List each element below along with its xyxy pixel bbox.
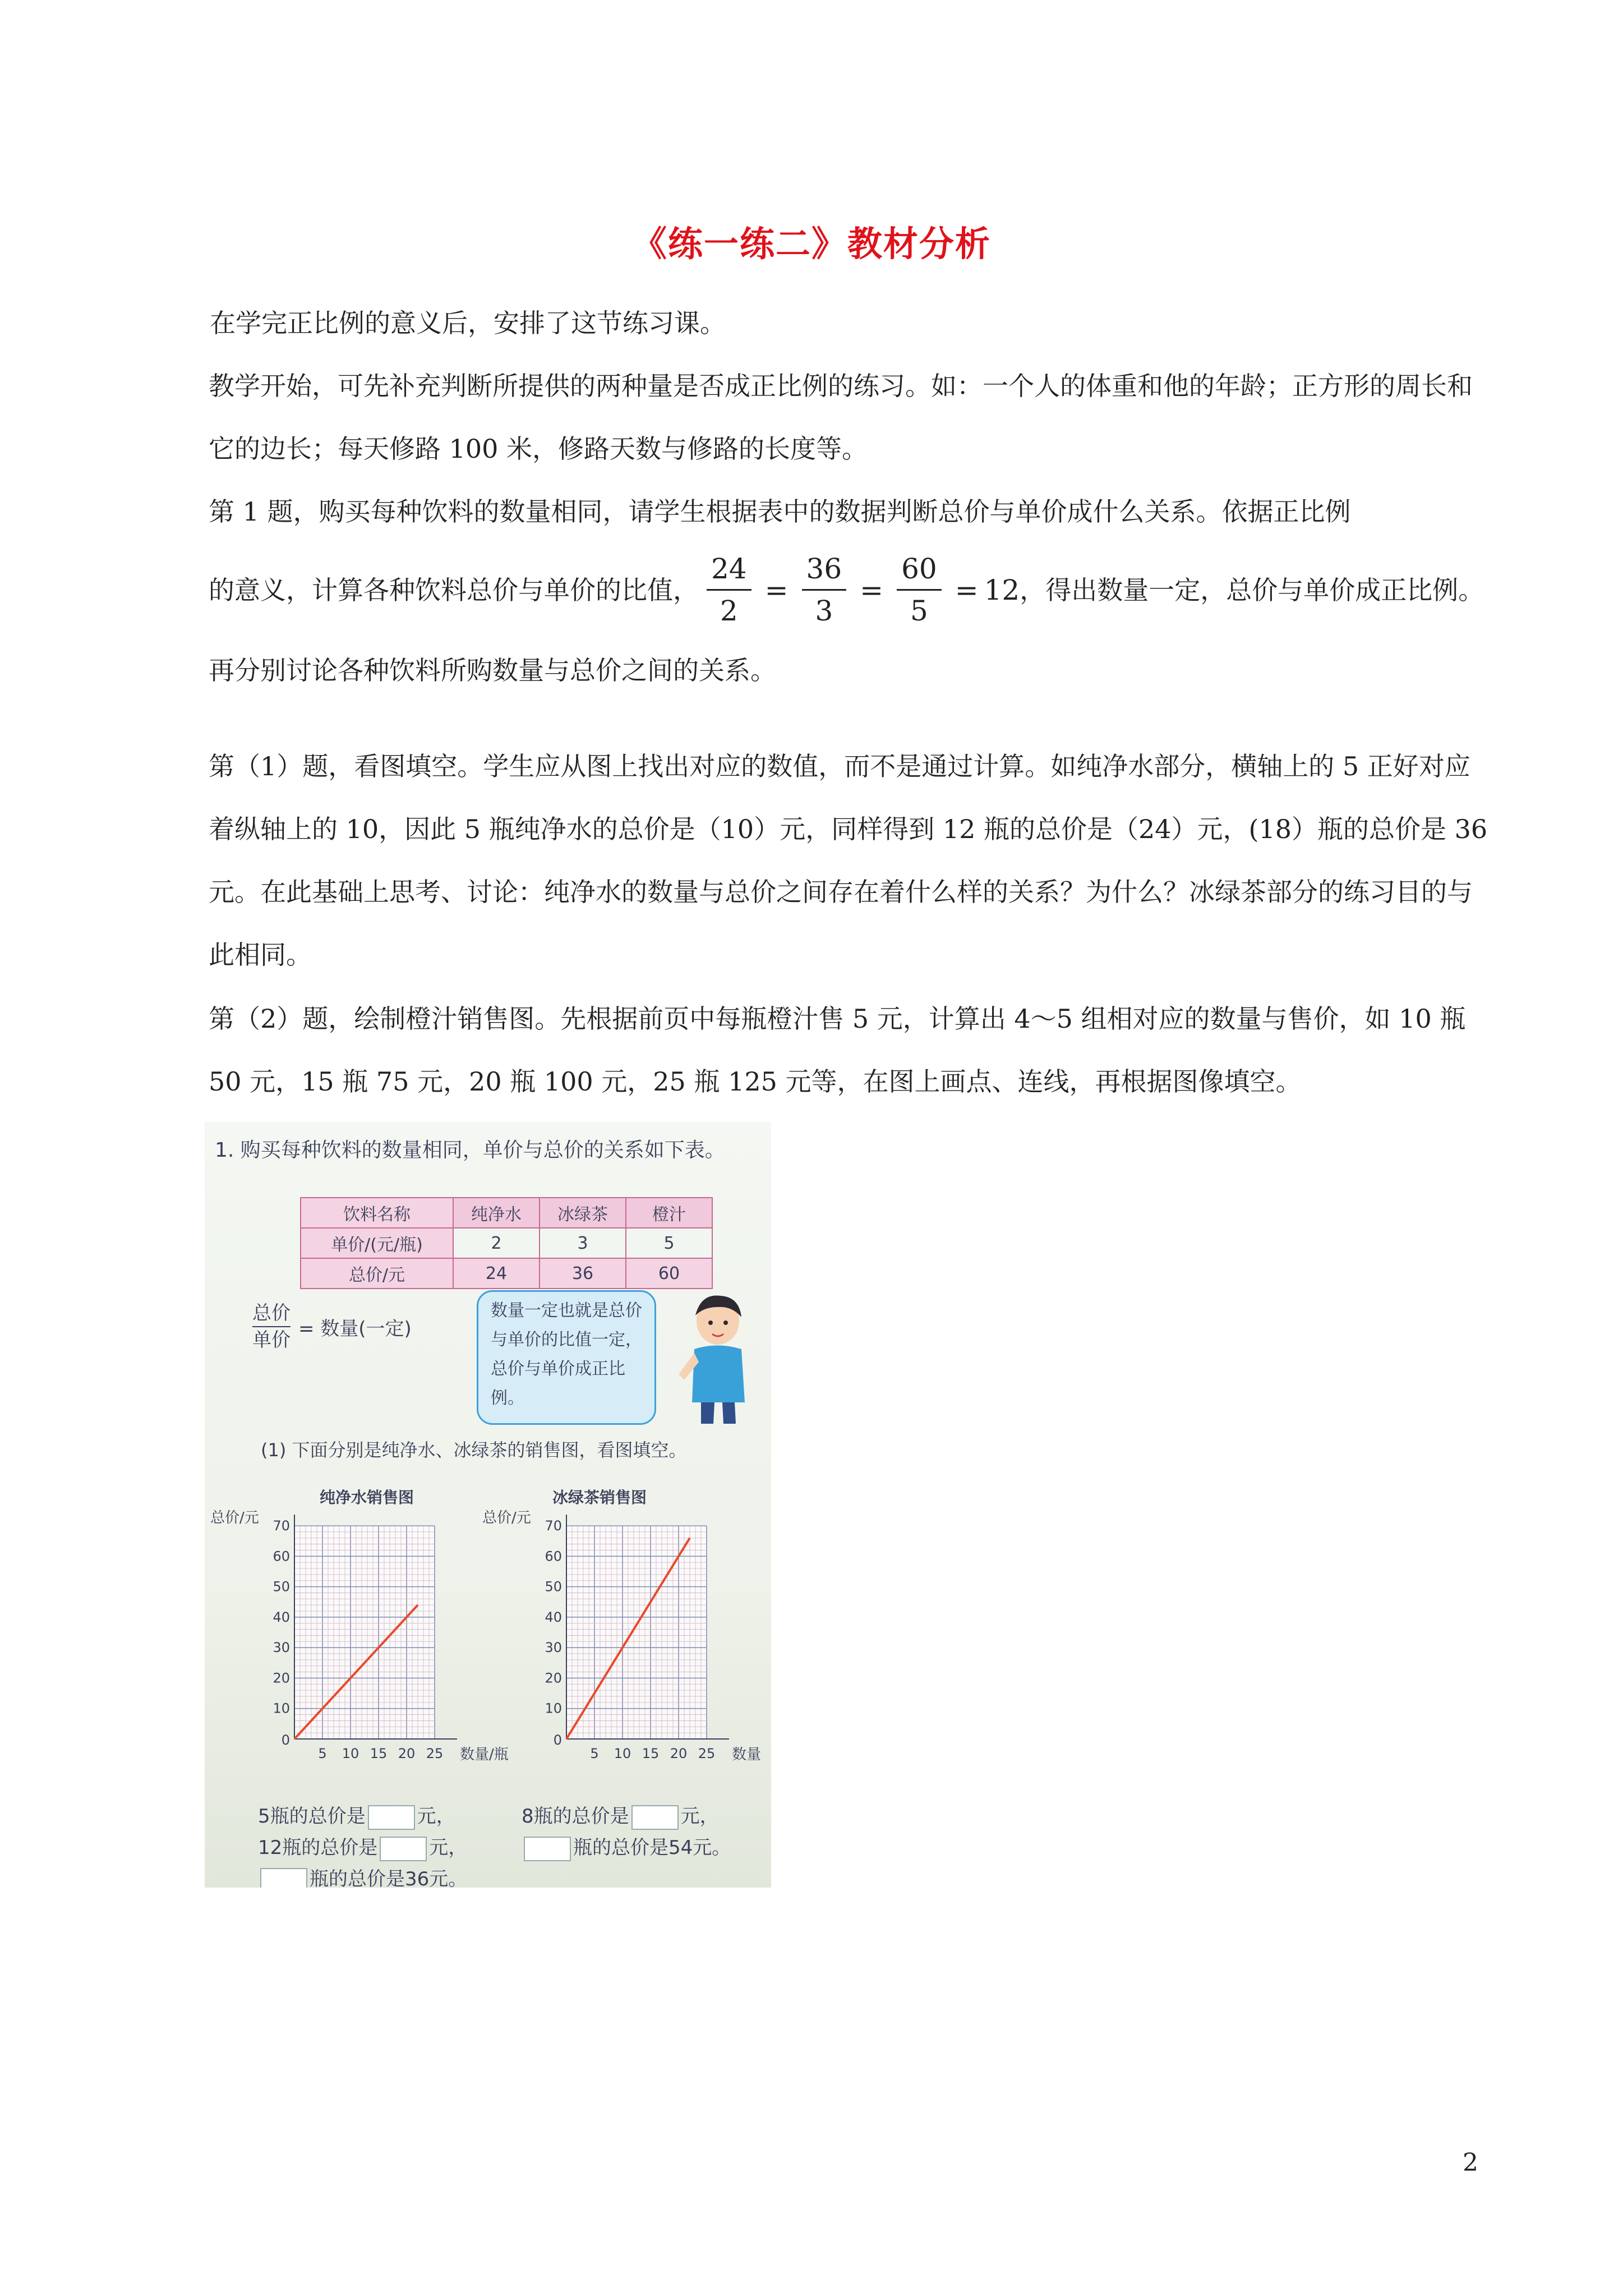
origin-label: 0 (281, 1732, 290, 1748)
fraction-result: 12 (984, 573, 1020, 606)
x-tick-label: 15 (370, 1746, 388, 1761)
page-number: 2 (1463, 2148, 1478, 2177)
table-cell: 2 (453, 1228, 540, 1258)
y-tick-label: 30 (545, 1640, 562, 1656)
table-cell: 60 (626, 1258, 712, 1289)
chart-title-tea: 冰绿茶销售图 (552, 1488, 647, 1507)
fraction-denominator: 5 (910, 595, 928, 627)
answer-box[interactable] (380, 1837, 427, 1861)
sales-charts (205, 1503, 771, 1806)
fraction-36-3 (802, 549, 847, 631)
blank-item (522, 1832, 731, 1864)
blank-text: 元， (417, 1805, 455, 1828)
fraction-line-suffix: ，得出数量一定，总价与单价成正比例。 (1020, 574, 1484, 605)
blank-item (258, 1801, 522, 1832)
paragraph-4: 第（1）题，看图填空。学生应从图上找出对应的数值，而不是通过计算。如纯净水部分，横轴上的 5 正好对应着纵轴上的 10，因此 5 瓶纯净水的总价是（10）元，同样得到 12 瓶的总价是（24）元，(18）瓶的总价是 36 元。在此基础上思考、讨论：纯净水的数量与总价之间存在着什么样的关系？为什么？冰绿茶部分的练习目的与此相同。 (209, 751, 1488, 970)
blanks-row (258, 1864, 763, 1888)
x-tick-label: 25 (426, 1746, 444, 1761)
plot-area (294, 1526, 435, 1739)
blank-text: 12瓶的总价是 (258, 1837, 378, 1859)
textbook-question-1: 1. 购买每种饮料的数量相同，单价与总价的关系如下表。 (215, 1139, 725, 1162)
paragraph-1 (209, 292, 1490, 355)
paragraph-1-text: 在学完正比例的意义后，安排了这节练习课。 (210, 308, 726, 338)
sub-question-1: (1) 下面分别是纯净水、冰绿茶的销售图，看图填空。 (261, 1439, 687, 1461)
beverage-price-table (300, 1197, 713, 1289)
y-axis-label: 总价/元 (210, 1510, 259, 1526)
blank-item (258, 1832, 522, 1864)
plot-area (566, 1526, 707, 1739)
x-tick-label: 10 (614, 1746, 631, 1761)
blank-text: 瓶的总价是54元。 (573, 1837, 731, 1859)
blank-item (522, 1801, 719, 1832)
quantity-formula (252, 1300, 412, 1353)
y-tick-label: 20 (545, 1670, 562, 1686)
fraction-denominator: 2 (720, 595, 738, 627)
blanks-row (258, 1801, 763, 1832)
x-tick-label: 25 (698, 1746, 716, 1761)
blank-text: 5瓶的总价是 (258, 1805, 366, 1828)
y-tick-label: 50 (545, 1579, 562, 1595)
paragraph-3-line-1: 第 1 题，购买每种饮料的数量相同，请学生根据表中的数据判断总价与单价成什么关系。依据正比例 (209, 496, 1351, 527)
table-cell: 36 (540, 1258, 626, 1289)
speech-bubble: 数量一定也就是总价与单价的比值一定，总价与单价成正比例。 (477, 1290, 656, 1425)
paragraph-3 (209, 480, 1490, 702)
equals-sign: = (955, 573, 979, 606)
origin-label: 0 (553, 1732, 562, 1748)
x-tick-label: 20 (398, 1746, 416, 1761)
x-tick-label: 5 (590, 1746, 599, 1761)
boy-illustration (679, 1290, 757, 1425)
y-tick-label: 60 (545, 1548, 562, 1565)
table-cell: 总价/元 (301, 1258, 453, 1289)
formula-numerator: 总价 (252, 1302, 291, 1324)
paragraph-3-line-3: 再分别讨论各种饮料所购数量与总价之间的关系。 (209, 655, 776, 685)
fraction-numerator: 60 (901, 553, 937, 585)
formula-fraction (252, 1300, 291, 1353)
table-header-cell: 纯净水 (453, 1198, 540, 1228)
table-row (301, 1258, 712, 1289)
blank-text: 瓶的总价是36元。 (310, 1868, 468, 1888)
y-axis-label: 总价/元 (482, 1510, 531, 1526)
table-cell: 24 (453, 1258, 540, 1289)
fraction-numerator: 24 (711, 553, 747, 585)
answer-box[interactable] (631, 1805, 679, 1830)
table-cell: 单价/(元/瓶) (301, 1228, 453, 1258)
blank-text: 元， (680, 1805, 719, 1828)
blank-text: 元， (429, 1837, 468, 1859)
y-tick-label: 40 (545, 1609, 562, 1625)
y-tick-label: 30 (273, 1640, 290, 1656)
equals-sign: = (860, 573, 884, 606)
y-tick-label: 20 (273, 1670, 290, 1686)
blanks-row (258, 1832, 763, 1864)
formula-result: = 数量(一定) (298, 1317, 412, 1340)
table-header-cell: 冰绿茶 (540, 1198, 626, 1228)
fraction-line-prefix: 的意义，计算各种饮料总价与单价的比值， (209, 574, 699, 605)
x-tick-label: 20 (670, 1746, 688, 1761)
fill-in-blanks (258, 1801, 763, 1888)
x-tick-label: 5 (318, 1746, 327, 1761)
fraction-60-5 (897, 549, 942, 631)
y-tick-label: 50 (273, 1579, 290, 1595)
blank-item (258, 1864, 467, 1888)
equals-sign: = (764, 573, 789, 606)
textbook-figure (205, 1122, 771, 1888)
y-tick-label: 70 (545, 1518, 562, 1534)
paragraph-5: 第（2）题，绘制橙汁销售图。先根据前页中每瓶橙汁售 5 元，计算出 4～5 组相对应的数量与售价，如 10 瓶 50 元，15 瓶 75 元，20 瓶 100 元，25 瓶 125 元等，在图上画点、连线，再根据图像填空。 (209, 1004, 1466, 1097)
answer-box[interactable] (260, 1868, 307, 1888)
fraction-numerator: 36 (806, 553, 842, 585)
answer-box[interactable] (368, 1805, 415, 1830)
y-tick-label: 40 (273, 1609, 290, 1625)
table-cell: 5 (626, 1228, 712, 1258)
table-header-cell: 橙汁 (626, 1198, 712, 1228)
fraction-line (209, 549, 1490, 631)
table-cell: 3 (540, 1228, 626, 1258)
x-axis-label: 数量 (732, 1746, 762, 1763)
table-header-cell: 饮料名称 (301, 1198, 453, 1228)
x-tick-label: 15 (642, 1746, 660, 1761)
y-tick-label: 10 (545, 1700, 562, 1717)
table-row (301, 1228, 712, 1258)
x-axis-label: 数量/瓶 (460, 1746, 509, 1763)
y-tick-label: 10 (273, 1700, 290, 1717)
page-title: 《练一练二》教材分析 (631, 223, 991, 264)
formula-denominator: 单价 (252, 1329, 291, 1351)
blank-text: 8瓶的总价是 (522, 1805, 629, 1828)
y-tick-label: 70 (273, 1518, 290, 1534)
x-tick-label: 10 (342, 1746, 359, 1761)
table-header-row (301, 1198, 712, 1228)
answer-box[interactable] (524, 1837, 571, 1861)
fraction-denominator: 3 (815, 595, 833, 627)
paragraph-2: 教学开始，可先补充判断所提供的两种量是否成正比例的练习。如：一个人的体重和他的年龄；正方形的周长和它的边长；每天修路 100 米，修路天数与修路的长度等。 (209, 371, 1473, 464)
chart-title-water: 纯净水销售图 (320, 1488, 414, 1507)
fraction-24-2 (707, 549, 751, 631)
y-tick-label: 60 (273, 1548, 290, 1565)
